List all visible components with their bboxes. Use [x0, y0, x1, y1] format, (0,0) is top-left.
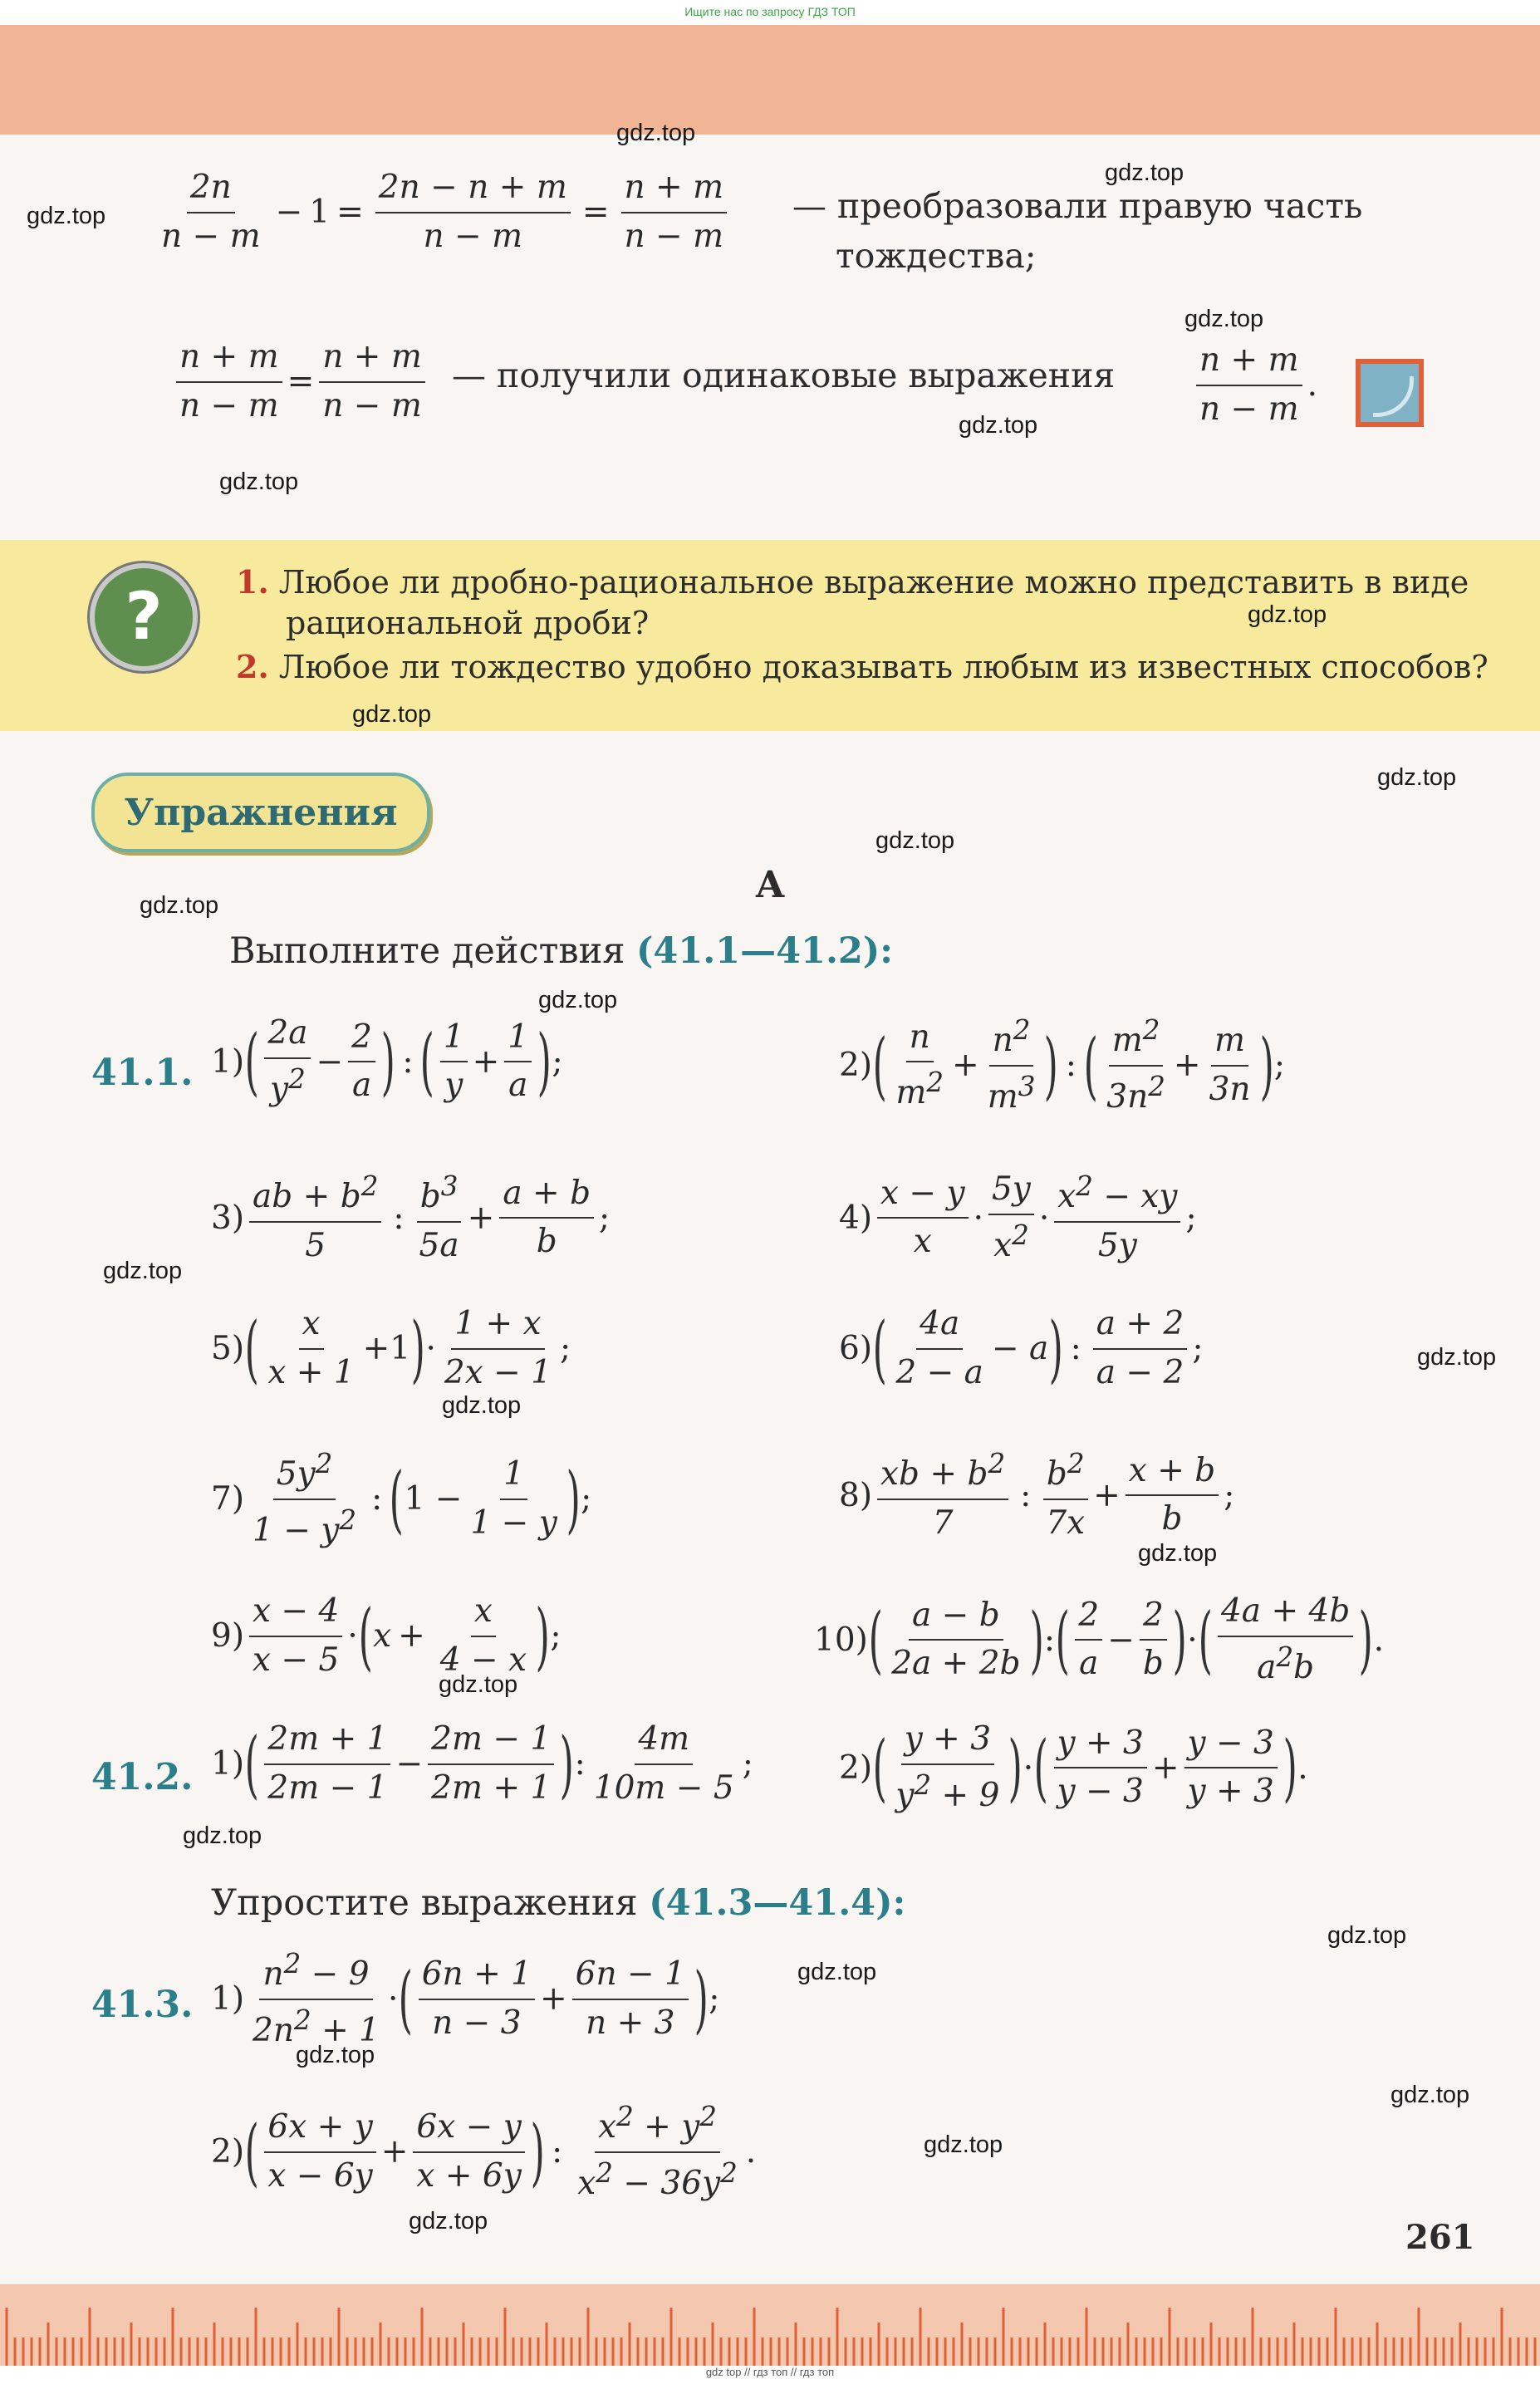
- question-2-number: 2.: [236, 648, 269, 685]
- top-color-band: [0, 25, 1540, 135]
- question-2-line1: Любое ли тождество удобно доказывать любым из известных способов?: [278, 649, 1489, 685]
- level-label: A: [756, 864, 785, 906]
- watermark: gdz.top: [1138, 1540, 1218, 1567]
- watermark: gdz.top: [875, 827, 955, 854]
- watermark: gdz.top: [959, 412, 1038, 439]
- watermark: gdz.top: [352, 701, 432, 728]
- watermark: gdz.top: [1417, 1344, 1497, 1371]
- heading-actions-ref: (41.1—41.2):: [636, 930, 894, 972]
- exercise-41-1-2: 2) ( $\frac{n}{m^2}$ + $\frac{n^2}{m^3}$ ) : ( $\frac{m^2}{3n^2}$ + $\frac{m}{3n}$ ) ;: [839, 1014, 1285, 1116]
- question-1: [236, 563, 1469, 601]
- watermark: gdz.top: [538, 987, 618, 1013]
- watermark: gdz.top: [103, 1258, 183, 1284]
- exercise-41-1-9: 9) $\frac{x - 4}{x - 5}$ · ( x + $\frac{x}{4 - x}$ ) ;: [211, 1592, 562, 1679]
- exercise-41-2-2: 2) ( $\frac{y + 3}{y^2 + 9}$ ) · ( $\frac{y + 3}{y - 3}$ + $\frac{y - 3}{y + 3}$ ) .: [839, 1720, 1308, 1814]
- watermark: gdz.top: [1390, 2082, 1470, 2108]
- exercise-41-1-6: 6) ( $\frac{4a}{2 - a}$ − a ) : $\frac{a + 2}{a - 2}$ ;: [839, 1305, 1204, 1391]
- watermark: gdz.top: [442, 1392, 522, 1419]
- watermark: gdz.top: [616, 120, 696, 146]
- exercise-41-1-1: 1) ( $\frac{2a}{y^2}$ − $\frac{2}{a}$ ) : ( $\frac{1}{y}$ + $\frac{1}{a}$ ) ;: [211, 1014, 563, 1108]
- watermark: gdz.top: [183, 1822, 262, 1849]
- exercise-41-1-5: 5) ( $\frac{x}{x + 1}$ +1 ) · $\frac{1 + x}{2x - 1}$ ;: [211, 1305, 571, 1391]
- watermark: gdz.top: [1377, 764, 1457, 791]
- watermark: gdz.top: [1105, 159, 1184, 186]
- exercise-41-3-1: 1) $\frac{n^2 - 9}{2n^2 + 1}$ · ( $\frac{6n + 1}{n - 3}$ + $\frac{6n - 1}{n + 3}$ ) ;: [211, 1948, 720, 2049]
- watermark: gdz.top: [797, 1959, 877, 1985]
- watermark: gdz.top: [409, 2208, 488, 2234]
- proof-equation-1: $\frac{2n}{n - m}$ − 1 = $\frac{2n - n + m}{n - m}$ = $\frac{n + m}{n - m}$: [153, 168, 732, 258]
- question-1-number: 1.: [236, 563, 269, 601]
- exercise-41-1-4: 4) $\frac{x - y}{x}$ · $\frac{5y}{x^2}$ · $\frac{x^2 - xy}{5y}$ ;: [839, 1170, 1197, 1264]
- watermark: gdz.top: [219, 468, 299, 495]
- textbook-page: [0, 25, 1540, 2366]
- proof-result: $\frac{n + m}{n - m}$ .: [1191, 341, 1317, 430]
- heading-actions-text: Выполните действия: [229, 930, 637, 972]
- exercise-41-2-number: 41.2.: [91, 1756, 194, 1798]
- exercise-41-3-number: 41.3.: [91, 1984, 194, 2026]
- proof-equation-2: $\frac{n + m}{n - m}$ = $\frac{n + m}{n - m}$: [171, 337, 430, 427]
- ruler-decoration: [0, 2284, 1540, 2366]
- heading-simplify: [211, 1882, 905, 1924]
- header-note: Ищите нас по запросу ГДЗ ТОП: [684, 5, 856, 18]
- heading-simplify-text: Упростите выражения: [211, 1882, 650, 1924]
- watermark: gdz.top: [1184, 306, 1264, 332]
- watermark: gdz.top: [296, 2042, 375, 2068]
- exercise-41-3-2: 2) ( $\frac{6x + y}{x - 6y}$ + $\frac{6x - y}{x + 6y}$ ) : $\frac{x^2 + y^2}{x^2 - 36y^2}$ .: [211, 2101, 757, 2202]
- watermark: gdz.top: [140, 892, 219, 919]
- exercise-41-1-8: 8) $\frac{xb + b^2}{7}$ : $\frac{b^2}{7x}$ + $\frac{x + b}{b}$ ;: [839, 1448, 1235, 1542]
- question-2: [236, 648, 1489, 685]
- exercises-badge: Упражнения: [91, 773, 430, 852]
- watermark: gdz.top: [924, 2131, 1003, 2158]
- question-mark-icon: ?: [90, 563, 198, 671]
- exercise-41-1-3: 3) $\frac{ab + b^2}{5}$ : $\frac{b^3}{5a}$ + $\frac{a + b}{b}$ ;: [211, 1170, 611, 1264]
- proof-text-1b: тождества;: [836, 236, 1037, 276]
- exercise-41-2-1: 1) ( $\frac{2m + 1}{2m - 1}$ − $\frac{2m - 1}{2m + 1}$ ) : $\frac{4m}{10m - 5}$ ;: [211, 1720, 753, 1807]
- proof-text-1: — преобразовали правую часть: [792, 186, 1363, 226]
- heading-simplify-ref: (41.3—41.4):: [649, 1882, 906, 1924]
- exercise-41-1-number: 41.1.: [91, 1052, 194, 1094]
- watermark: gdz.top: [27, 203, 106, 229]
- question-1-line1: Любое ли дробно-рациональное выражение можно представить в виде: [278, 564, 1469, 601]
- watermark: gdz.top: [1327, 1922, 1407, 1949]
- page-number: 261: [1405, 2218, 1475, 2257]
- proof-text-2: — получили одинаковые выражения: [452, 356, 1116, 395]
- footer-note: gdz top // гдз топ // гдз топ: [705, 2366, 835, 2378]
- exercise-41-1-7: 7) $\frac{5y^2}{1 - y^2}$ : ( 1 − $\frac{1}{1 - y}$ ) ;: [211, 1448, 592, 1549]
- watermark: gdz.top: [1248, 601, 1327, 628]
- heading-actions: [229, 930, 893, 972]
- watermark: gdz.top: [439, 1671, 518, 1698]
- end-of-proof-icon: [1356, 359, 1424, 427]
- exercise-41-1-10: 10) ( $\frac{a - b}{2a + 2b}$ ) : ( $\frac{2}{a}$ − $\frac{2}{b}$ ) · ( $\frac{4a + 4b}{a^2b}$ ) .: [814, 1592, 1385, 1686]
- question-1-line2: рациональной дроби?: [286, 605, 650, 641]
